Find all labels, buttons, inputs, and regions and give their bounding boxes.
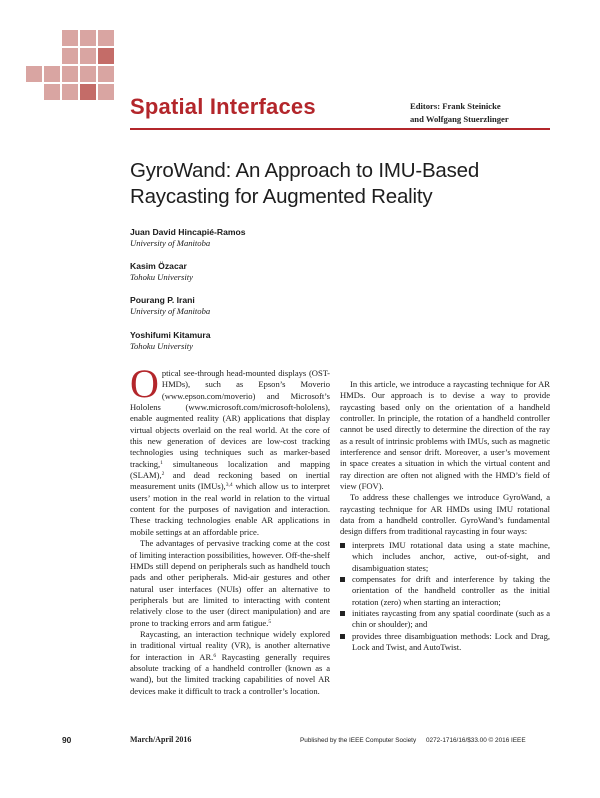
reference-mark: 5 bbox=[268, 618, 272, 625]
paragraph-advantages: The advantages of pervasive tracking come at the cost of limiting interaction possibilities, however. Off-the-shelf HMDs still depend on peripherals such as handheld touch pads and other peripherals. Mid-air gestures and other natural user interfaces (NUIs) offer an alternative to peripherals but are limited to interacting with content relatively close to the user (direct manipulation) and are prone to tracking errors and arm fatigue.$^5$ bbox=[130, 538, 330, 628]
author-block bbox=[130, 295, 430, 317]
author-affiliation: University of Manitoba bbox=[130, 238, 211, 248]
list-item: interprets IMU rotational data using a state machine, which includes anchor, active, out-of-sight, and disambiguation states; bbox=[340, 540, 550, 574]
editors-line-1: Editors: Frank Steinicke bbox=[410, 101, 501, 111]
paragraph-challenges: To address these challenges we introduce GyroWand, a raycasting technique for AR HMDs using IMU rotational data from a handheld controller. GyroWand’s fundamental design differs from traditional raycasting in four ways: bbox=[340, 492, 550, 537]
author-name: Pourang P. Irani bbox=[130, 295, 195, 305]
body-column-left bbox=[130, 361, 330, 697]
list-item: provides three disambiguation methods: Lock and Drag, Lock and Twist, and AutoTwist. bbox=[340, 631, 550, 654]
author-affiliation: University of Manitoba bbox=[130, 306, 211, 316]
author-affiliation: Tohoku University bbox=[130, 272, 193, 282]
editors-credit bbox=[410, 100, 509, 126]
paragraph-intro: Optical see-through head-mounted displays (OST-HMDs), such as Epson’s Moverio (www.epson.com/moverio) and Microsoft’s Hololens (www.microsoft.com/microsoft-hololens), enable augmented reality (AR) applications that display virtual objects overlaid on the real world. At the core of this new generation of devices are low-cost tracking technologies using techniques such as marker-based tracking,$^1$ simultaneous localization and mapping (SLAM),$^2$ and dead reckoning based on inertial measurement units (IMUs),$^{3,4}$ which allow us to interpret users’ motion in the real world in relation to the virtual content for the purposes of navigation and interaction. These tracking technologies enable AR applications in mobile settings at an affordable price. bbox=[130, 361, 330, 537]
author-block bbox=[130, 261, 430, 283]
bullet-square-icon bbox=[340, 611, 345, 616]
bullet-square-icon bbox=[340, 577, 345, 582]
author-affiliation: Tohoku University bbox=[130, 341, 193, 351]
article-title-line-1: GyroWand: An Approach to IMU-Based bbox=[130, 159, 480, 182]
bullet-square-icon bbox=[340, 543, 345, 548]
decorative-square-pattern bbox=[0, 0, 120, 110]
paragraph-approach: In this article, we introduce a raycasting technique for AR HMDs. Our approach is to devise a way to provide raycasting based only on the orientation of a handheld controller. In principle, the rotation of a handheld controller cannot be used directly to determine the direction of the ray as a result of intrinsic problems with IMUs, such as magnetic interference and sensor drift. Moreover, a user’s movement in space creates a situation in which the virtual content and ray direction are often not aligned with the HMD’s field of view (FOV). bbox=[340, 379, 550, 492]
author-name: Yoshifumi Kitamura bbox=[130, 330, 211, 340]
page-number: 90 bbox=[62, 735, 72, 745]
reference-mark: 3,4 bbox=[225, 482, 233, 489]
author-block bbox=[130, 330, 430, 352]
paragraph-raycasting: Raycasting, an interaction technique widely explored in traditional virtual reality (VR), is another alternative for interaction in AR.$^6$ Raycasting generally requires absolute tracking of a handheld controller (known as a wand), but the limited tracking capabilities of novel AR devices make it difficult to track a controller’s location. bbox=[130, 628, 330, 696]
list-item: compensates for drift and interference by taking the orientation of the handheld controller as the initial rotation (zero) when starting an interaction; bbox=[340, 574, 550, 608]
reference-mark: 1 bbox=[160, 459, 163, 466]
body-column-right bbox=[340, 379, 550, 653]
article-title-line-2: Raycasting for Augmented Reality bbox=[130, 185, 433, 208]
issue-date: March/April 2016 bbox=[130, 735, 192, 744]
design-differences-list bbox=[340, 540, 550, 653]
author-name: Kasim Özacar bbox=[130, 261, 187, 271]
bullet-square-icon bbox=[340, 634, 345, 639]
article-title bbox=[130, 158, 550, 210]
list-item: initiates raycasting from any spatial coordinate (such as a chin or shoulder); and bbox=[340, 608, 550, 631]
section-title: Spatial Interfaces bbox=[130, 94, 316, 119]
author-name: Juan David Hincapié-Ramos bbox=[130, 227, 246, 237]
editors-line-2: and Wolfgang Stuerzlinger bbox=[410, 114, 509, 124]
publisher-line: Published by the IEEE Computer Society bbox=[300, 737, 417, 744]
reference-mark: 2 bbox=[161, 471, 165, 478]
reference-mark: 6 bbox=[213, 652, 217, 659]
author-block bbox=[130, 227, 430, 249]
issn-copyright: 0272-1716/16/$33.00 © 2016 IEEE bbox=[426, 737, 526, 744]
drop-cap: O bbox=[130, 361, 159, 406]
section-title-rule bbox=[130, 128, 550, 130]
